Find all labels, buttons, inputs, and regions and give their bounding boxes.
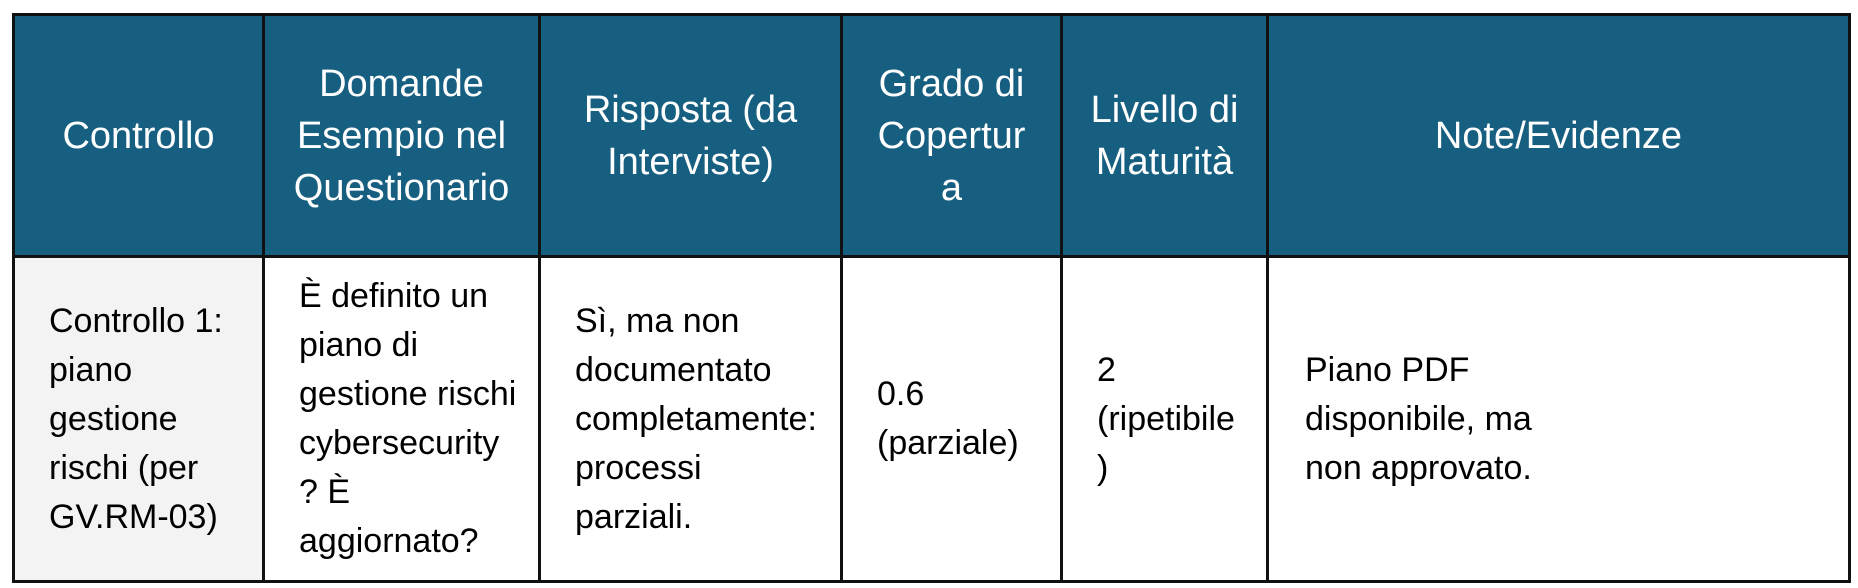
- cell-note-evidenze-text: Piano PDF disponibile, ma non approvato.: [1305, 350, 1532, 487]
- table-row: [14, 257, 1850, 582]
- header-row: [14, 15, 1850, 257]
- assessment-table: [12, 13, 1851, 583]
- header-livello-maturita-label: Livello di Maturità: [1090, 88, 1239, 183]
- header-grado-copertura-label: Grado di Copertura: [877, 62, 1026, 209]
- header-livello-maturita: [1062, 15, 1268, 257]
- cell-note-evidenze: [1268, 257, 1850, 582]
- cell-domande-text: È definito un piano di gestione rischi cybersecurity? È aggiornato?: [299, 277, 517, 560]
- cell-controllo: [14, 257, 264, 582]
- header-domande-label: Domande Esempio nel Questionario: [293, 62, 510, 209]
- cell-controllo-text: Controllo 1: piano gestione rischi (per GV.RM-03): [49, 301, 223, 536]
- table-body: [14, 257, 1850, 582]
- cell-grado-copertura-text: 0.6 (parziale): [877, 375, 1019, 462]
- header-risposta: [540, 15, 842, 257]
- table-header: [14, 15, 1850, 257]
- header-note-evidenze: [1268, 15, 1850, 257]
- cell-livello-maturita: [1062, 257, 1268, 582]
- cell-risposta-text: Sì, ma non documentato completamente: processi parziali.: [575, 301, 817, 536]
- cell-risposta: [540, 257, 842, 582]
- cell-domande: [264, 257, 540, 582]
- cell-livello-maturita-text: 2 (ripetibile): [1097, 350, 1235, 487]
- header-risposta-label: Risposta (da Interviste): [583, 88, 798, 183]
- header-controllo: [14, 15, 264, 257]
- header-controllo-label: Controllo: [62, 114, 215, 157]
- cell-grado-copertura: [842, 257, 1062, 582]
- header-grado-copertura: [842, 15, 1062, 257]
- header-note-evidenze-label: Note/Evidenze: [1434, 114, 1683, 157]
- header-domande: [264, 15, 540, 257]
- assessment-table-wrapper: [12, 13, 1848, 583]
